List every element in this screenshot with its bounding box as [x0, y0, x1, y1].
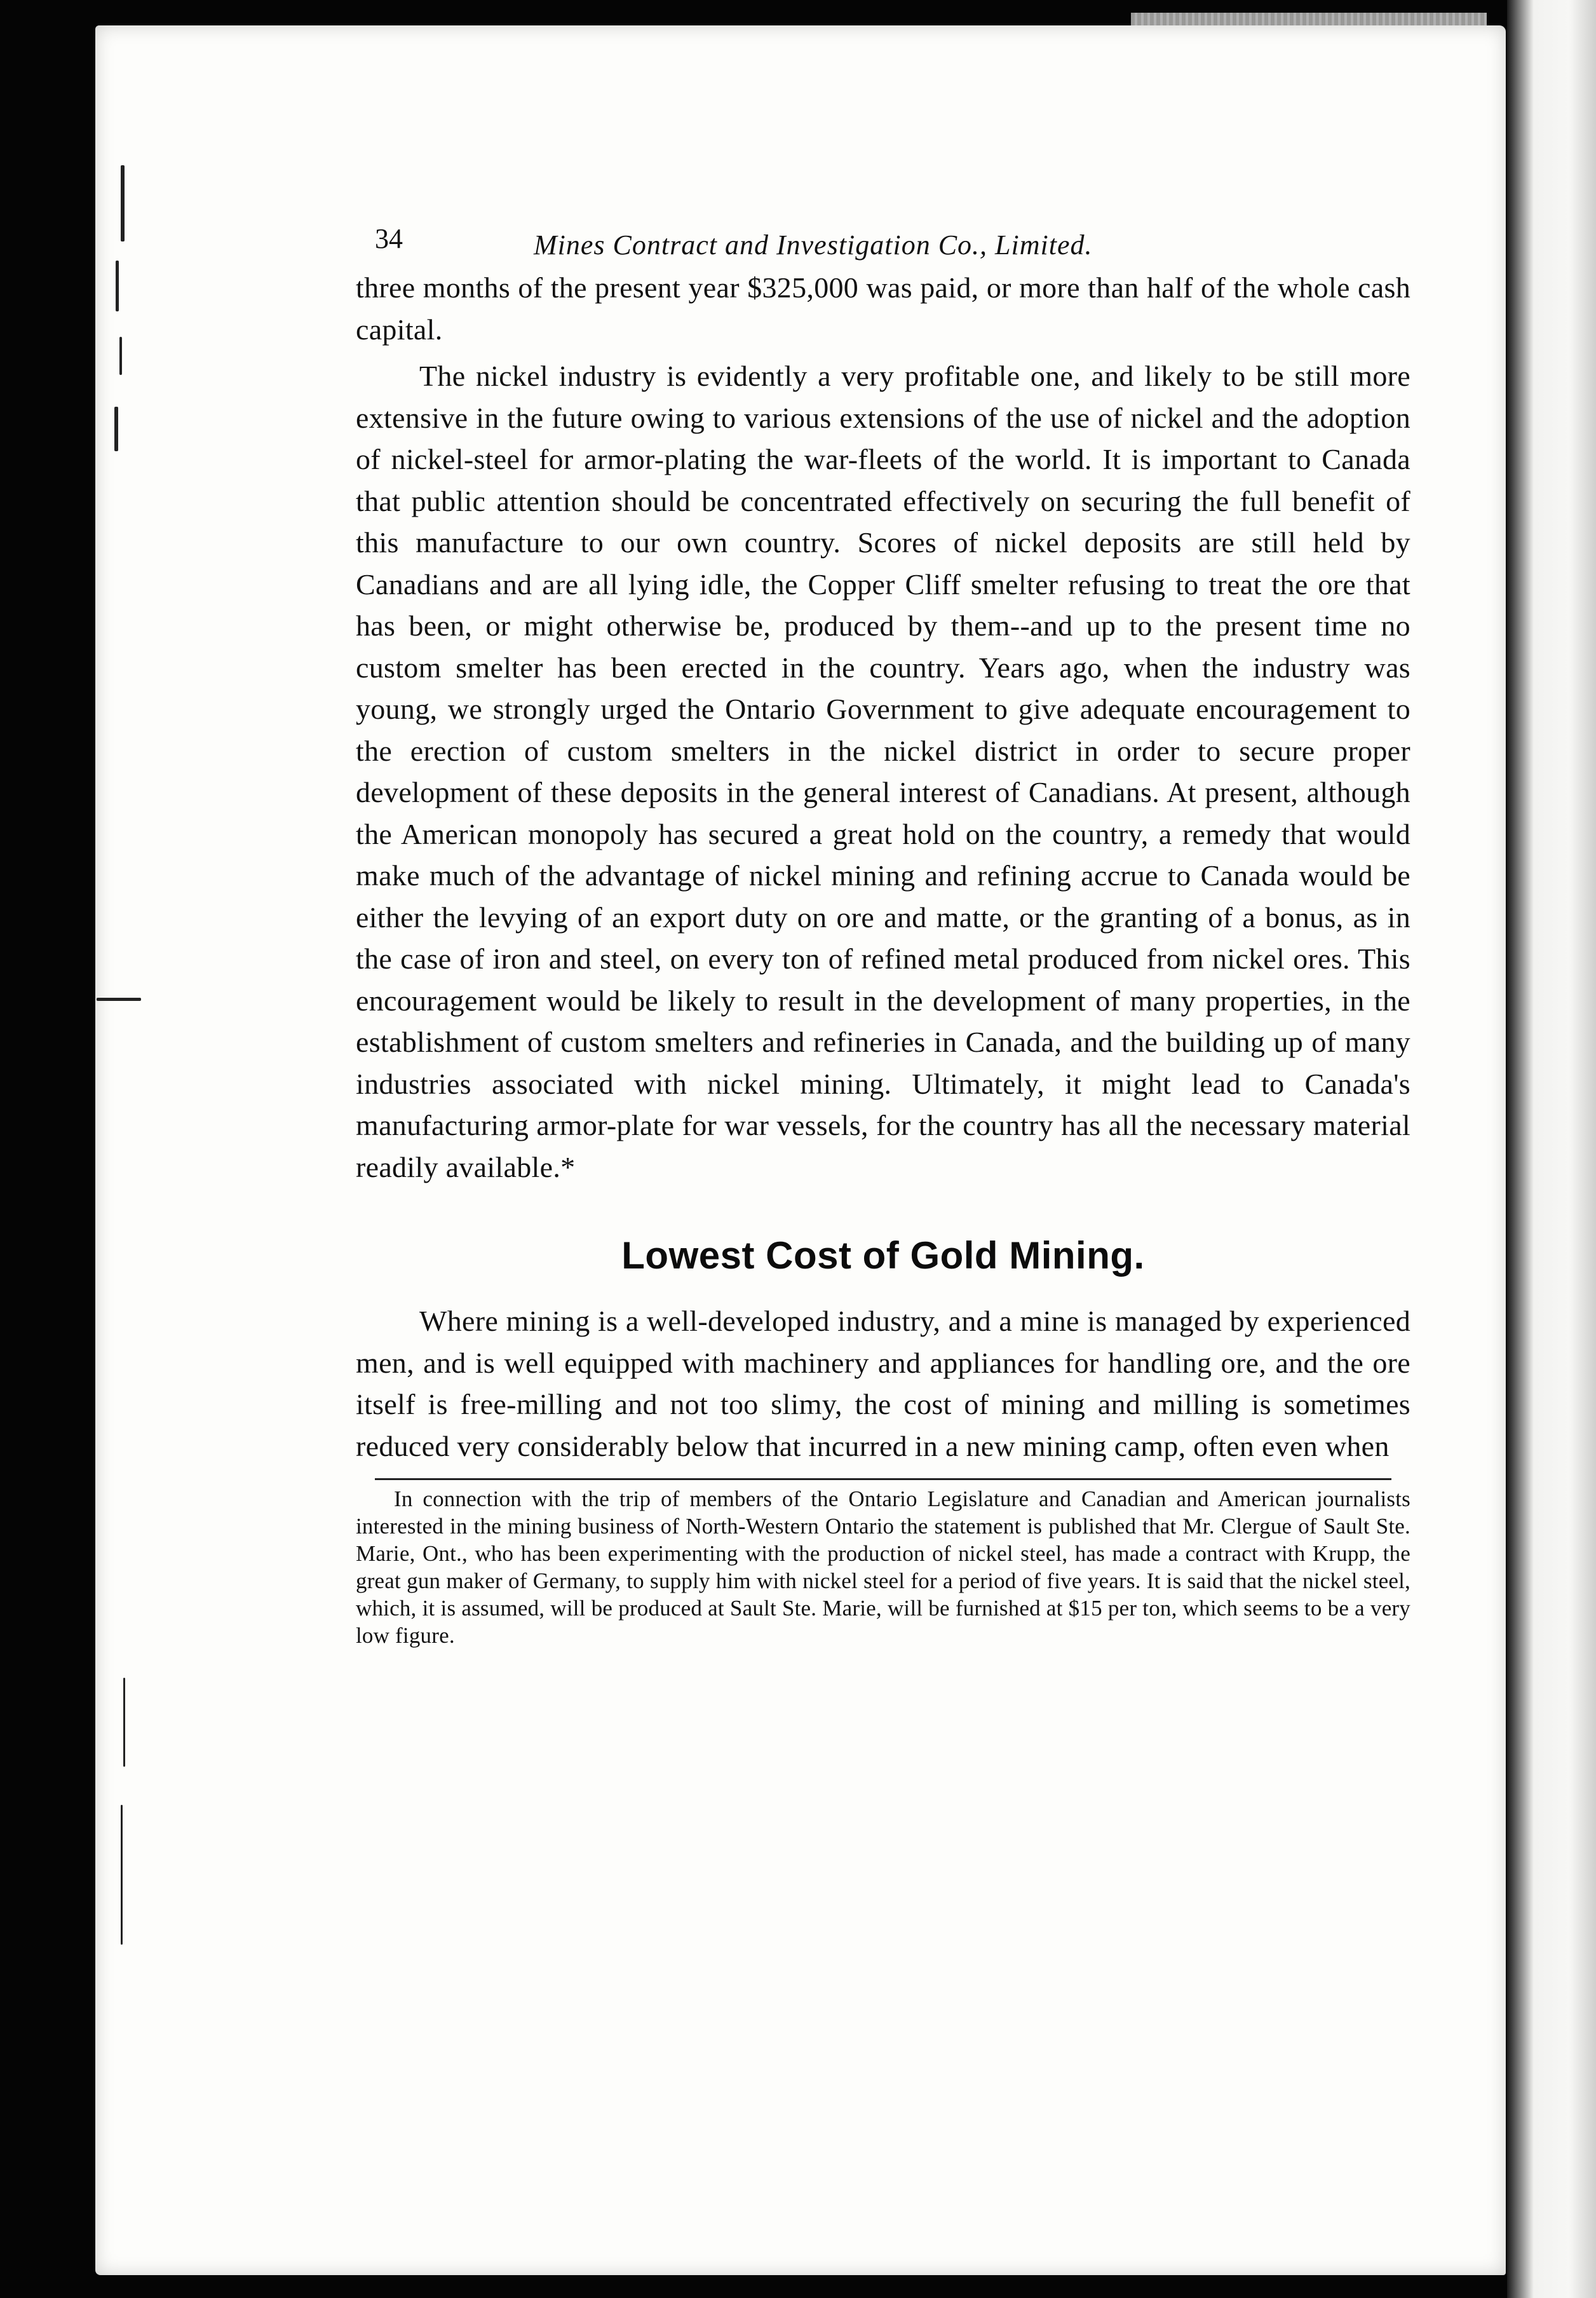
footnote: In connection with the trip of members of the Ontario Legislature and Canadian and American journalists interested in the mining business of North-Western Ontario the statement is published that Mr. Clergue of Sault Ste. Marie, Ont., who has been experimenting with the production of nickel steel, has made a contract with Krupp, the great gun maker of Germany, to supply him with nickel steel for a period of five years. It is said that the nickel steel, which, it is assumed, will be produced at Sault Ste. Marie, will be furnished at $15 per ton, which seems to be a very low figure. — [356, 1486, 1410, 1648]
running-title: Mines Contract and Investigation Co., Limited. — [534, 229, 1093, 261]
running-head — [356, 210, 1410, 267]
page-number: 34 — [375, 223, 403, 254]
binding-mark — [121, 1805, 123, 1945]
binding-mark — [121, 165, 125, 241]
binding-mark — [114, 407, 118, 451]
binding-mark — [123, 1678, 125, 1767]
page-content — [356, 210, 1410, 1649]
binding-mark — [97, 998, 141, 1001]
page-edge-strip — [1507, 0, 1596, 2298]
binding-mark — [116, 261, 119, 311]
paragraph-nickel-industry: The nickel industry is evidently a very profitable one, and likely to be still more extensive in the future owing to various extensions of the use of nickel and the adoption of nickel-steel for armor-plating the war-fleets of the world. It is important to Canada that public attention should be concentrated effectively on securing the full benefit of this manufacture to our own country. Scores of nickel deposits are still held by Canadians and are all lying idle, the Copper Cliff smelter refusing to treat the ore that has been, or might otherwise be, produced by them--and up to the present time no custom smelter has been erected in the country. Years ago, when the industry was young, we strongly urged the Ontario Government to give adequate encouragement to the erection of custom smelters in the nickel district in order to secure proper development of these deposits in the general interest of Canadians. At present, although the American monopoly has secured a great hold on the country, a remedy that would make much of the advantage of nickel mining and refining accrue to Canada would be either the levying of an export duty on ore and matte, or the granting of a bonus, as in the case of iron and steel, on every ton of refined metal produced from nickel ores. This encouragement would be likely to result in the development of many properties, in the establishment of custom smelters and refineries in Canada, and the building up of many industries associated with nickel mining. Ultimately, it might lead to Canada's manufacturing armor-plate for war vessels, for the country has all the necessary material readily available.* — [356, 360, 1410, 1183]
paragraph-continuation: three months of the present year $325,000 was paid, or more than half of the whole cash capital. — [356, 271, 1410, 346]
paragraph-gold-mining: Where mining is a well-developed industry, and a mine is managed by experienced men, and is well equipped with machinery and appliances for handling ore, and the ore itself is free-milling and not too slimy, the cost of mining and milling is sometimes reduced very considerably below that incurred in a new mining camp, often even when — [356, 1305, 1410, 1462]
section-heading: Lowest Cost of Gold Mining. — [621, 1234, 1145, 1277]
binding-margin-marks — [95, 25, 286, 2298]
binding-mark — [119, 337, 122, 375]
footnote-rule — [375, 1478, 1391, 1480]
